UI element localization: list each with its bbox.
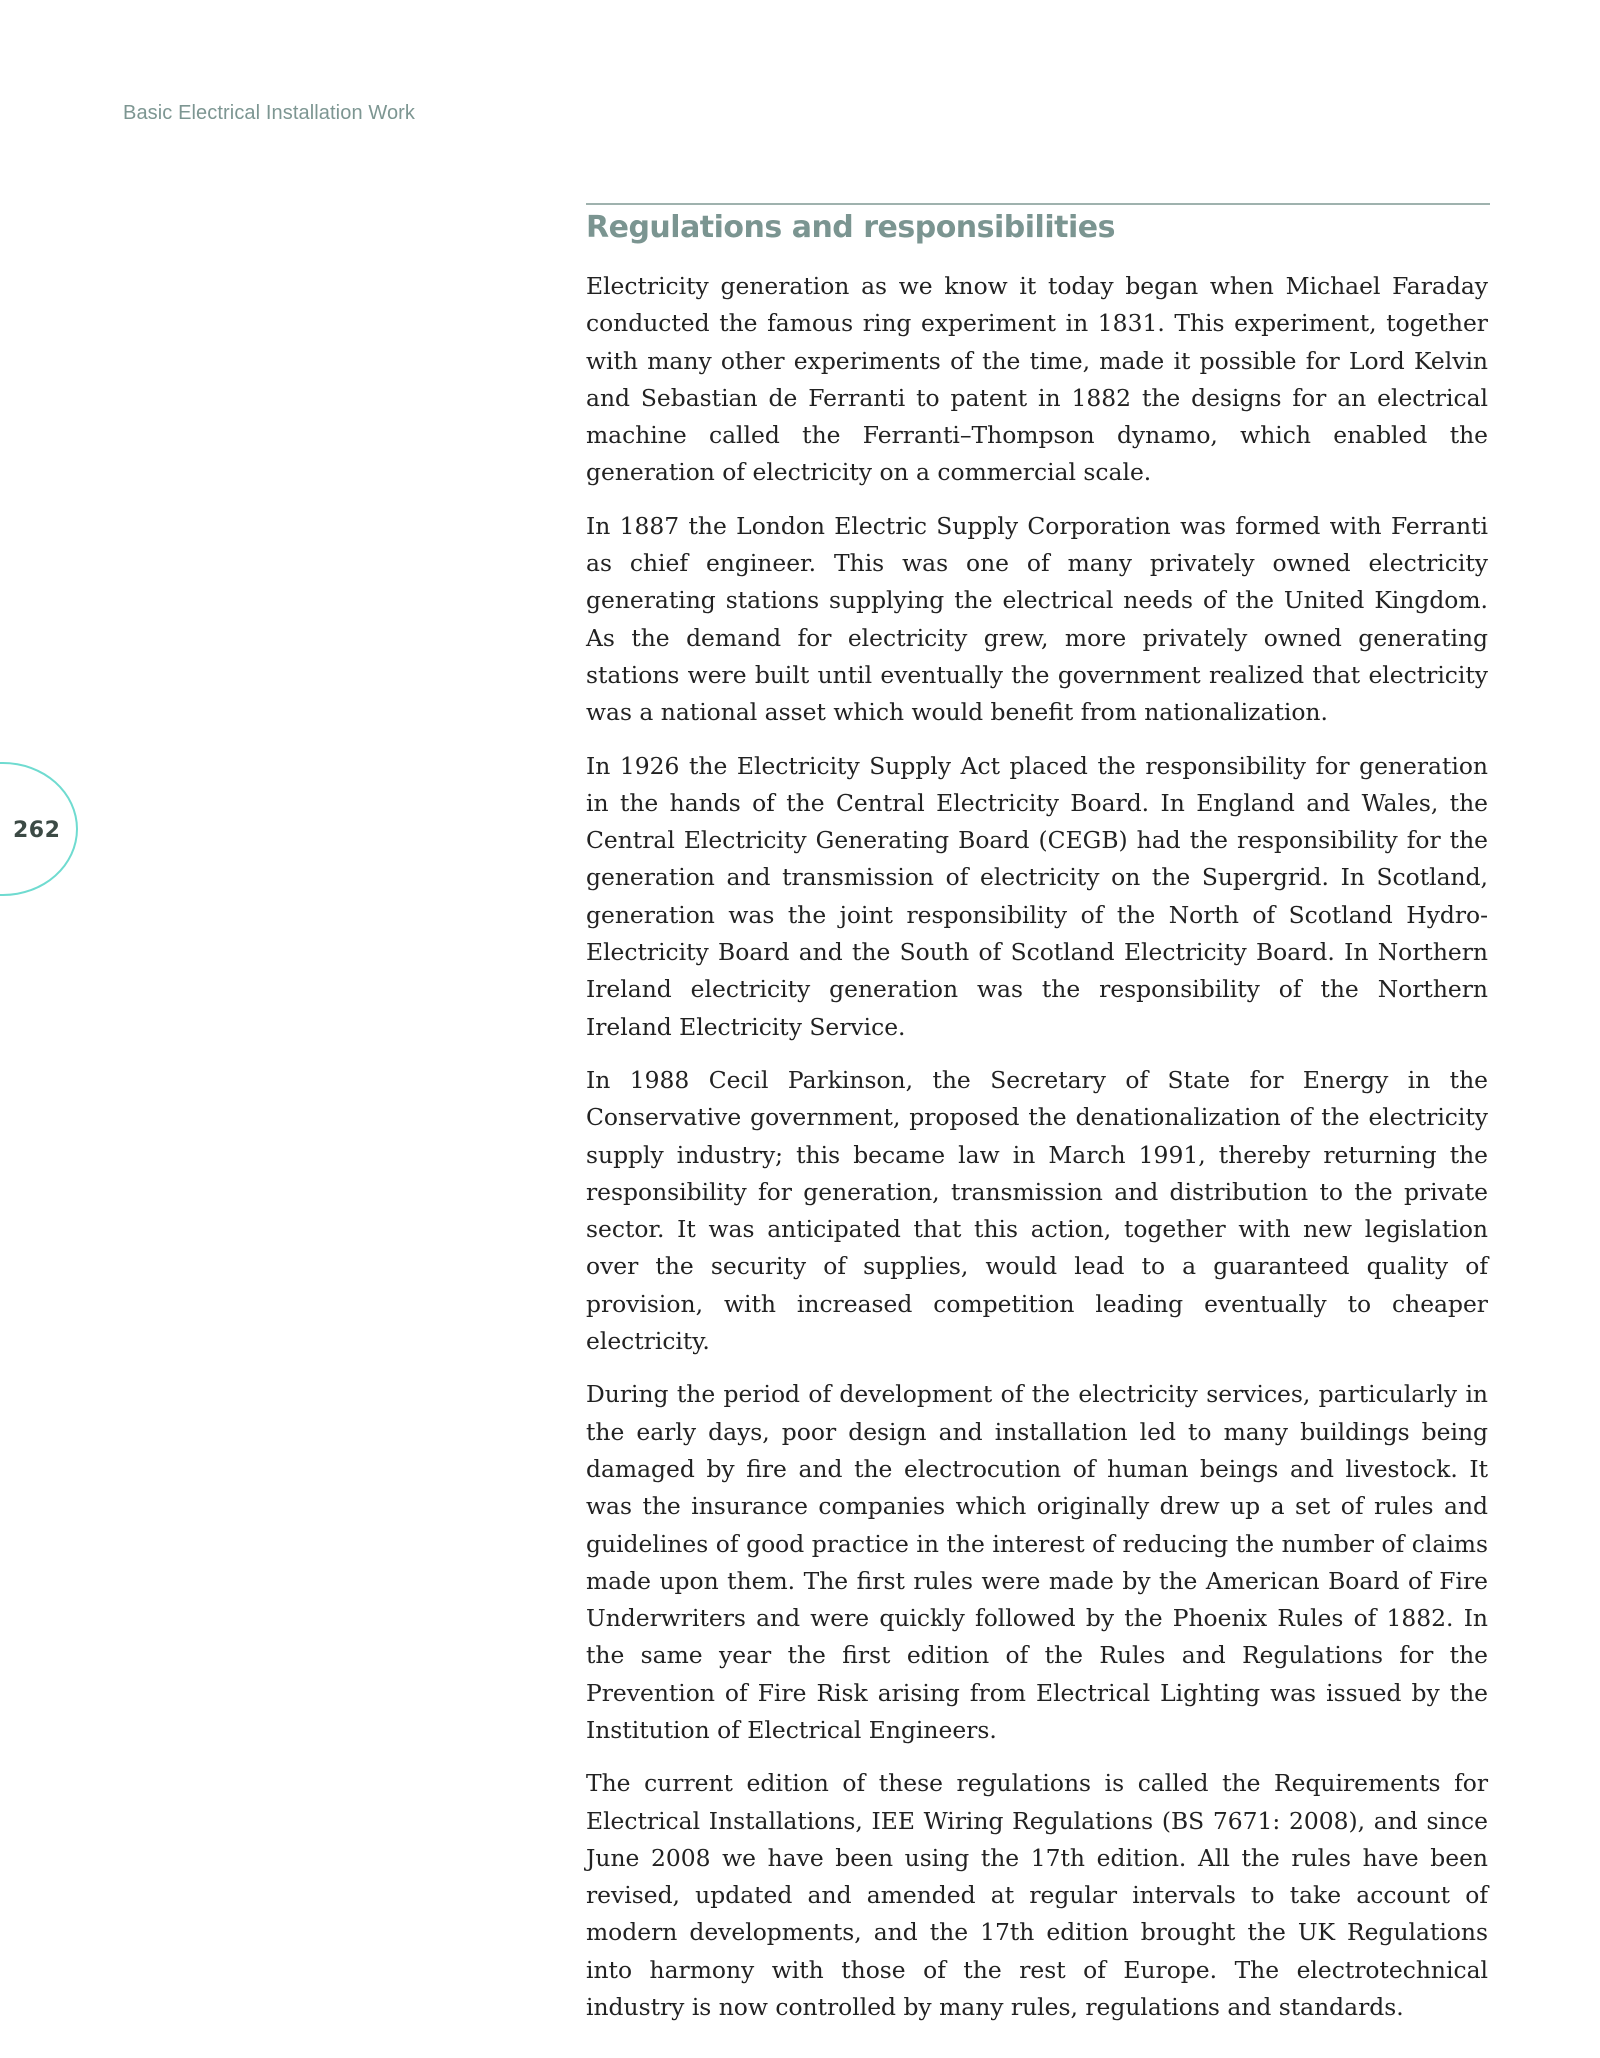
paragraph: In 1988 Cecil Parkinson, the Secretary of State for Energy in the Conservative government, proposed the denationalization of the electricity supply industry; this became law in March 1991, thereby returning the responsibility for generation, transmission and distribution to the private sector. It was anticipated that this action, together with new legislation over the security of supplies, would lead to a guaranteed quality of provision, with increased competition leading eventually to cheaper electricity. — [586, 1065, 1488, 1356]
paragraph: During the period of development of the electricity services, particularly in the early days, poor design and installation led to many buildings being damaged by fire and the electrocution of human beings and livestock. It was the insurance companies which originally drew up a set of rules and guidelines of good practice in the interest of reducing the number of claims made upon them. The first rules were made by the American Board of Fire Underwriters and were quickly followed by the Phoenix Rules of 1882. In the same year the first edition of the Rules and Regulations for the Prevention of Fire Risk arising from Electrical Lighting was issued by the Institution of Electrical Engineers. — [586, 1380, 1488, 1744]
paragraph: In 1926 the Electricity Supply Act placed the responsibility for generation in the hands of the Central Electricity Board. In England and Wales, the Central Electricity Generating Board (CEGB) had the responsibility for the generation and transmission of electricity on the Supergrid. In Scotland, generation was the joint responsibility of the North of Scotland Hydro-Electricity Board and the South of Scotland Electricity Board. In Northern Ireland electricity generation was the responsibility of the Northern Ireland Electricity Service. — [586, 751, 1488, 1041]
body-text — [586, 268, 1488, 2042]
paragraph: The current edition of these regulations is called the Requirements for Electrical Installations, IEE Wiring Regulations (BS 7671: 2008), and since June 2008 we have been using the 17th edition. All the rules have been revised, updated and amended at regular intervals to take account of modern developments, and the 17th edition brought the UK Regulations into harmony with those of the rest of Europe. The electrotechnical industry is now controlled by many rules, regulations and standards. — [586, 1769, 1488, 2022]
paragraph: In 1887 the London Electric Supply Corporation was formed with Ferranti as chief engineer. This was one of many privately owned electricity generating stations supplying the electrical needs of the United Kingdom. As the demand for electricity grew, more privately owned generating stations were built until eventually the government realized that electricity was a national asset which would benefit from nationalization. — [586, 511, 1488, 727]
section-divider — [586, 203, 1490, 205]
section-heading: Regulations and responsibilities — [586, 210, 1115, 245]
paragraph: Electricity generation as we know it today began when Michael Faraday conducted the famous ring experiment in 1831. This experiment, together with many other experiments of the time, made it possible for Lord Kelvin and Sebastian de Ferranti to patent in 1882 the designs for an electrical machine called the Ferranti–Thompson dynamo, which enabled the generation of electricity on a commercial scale. — [586, 272, 1488, 487]
running-header: Basic Electrical Installation Work — [123, 102, 416, 124]
page-number: 262 — [13, 818, 61, 843]
